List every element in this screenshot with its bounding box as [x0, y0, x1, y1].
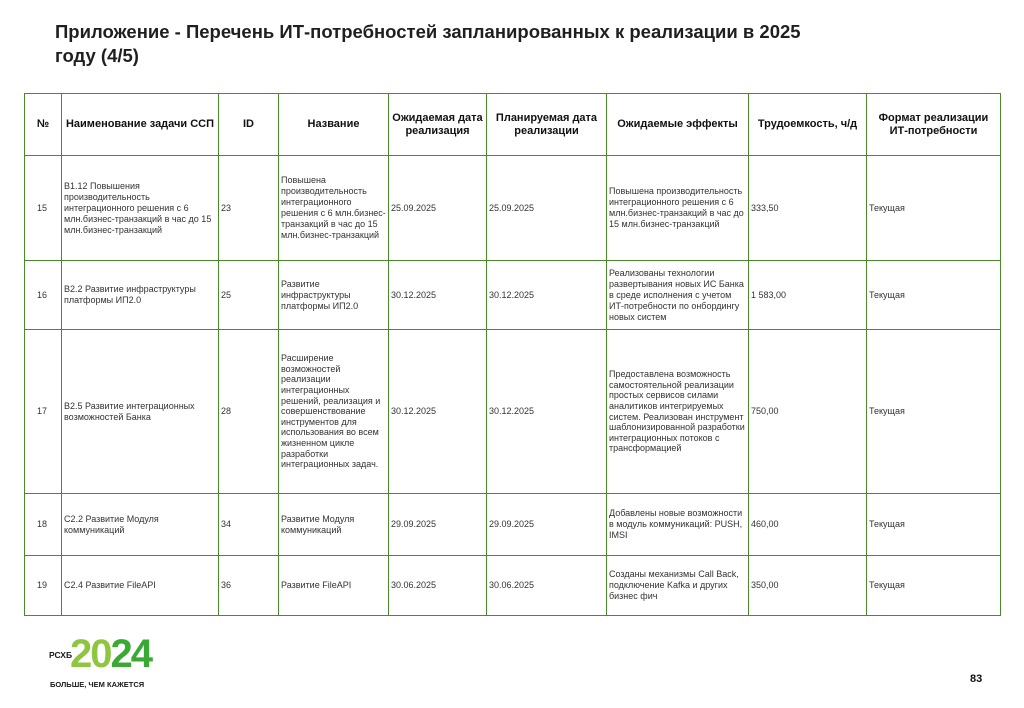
- cell-expected-date: 30.06.2025: [389, 556, 487, 616]
- logo-brand: РСХБ: [49, 650, 73, 660]
- cell-num: 16: [25, 261, 62, 330]
- cell-format: Текущая: [867, 156, 1001, 261]
- table-row: [25, 156, 1001, 261]
- cell-effort: 333,50: [749, 156, 867, 261]
- cell-name: Развитие Модуля коммуникаций: [279, 494, 389, 556]
- cell-planned-date: 30.12.2025: [487, 261, 607, 330]
- cell-task: С2.2 Развитие Модуля коммуникаций: [62, 494, 219, 556]
- cell-task: В1.12 Повышения производительность интеграционного решения с 6 млн.бизнес-транзакций в час до 15 млн.бизнес-транзакций: [62, 156, 219, 261]
- cell-name: Развитие FileAPI: [279, 556, 389, 616]
- cell-id: 25: [219, 261, 279, 330]
- cell-id: 36: [219, 556, 279, 616]
- cell-task: В2.2 Развитие инфраструктуры платформы ИП2.0: [62, 261, 219, 330]
- cell-format: Текущая: [867, 261, 1001, 330]
- logo-year-second: 24: [110, 632, 151, 676]
- table-row: [25, 330, 1001, 494]
- col-header-task: Наименование задачи ССП: [62, 94, 219, 156]
- table-row: [25, 494, 1001, 556]
- cell-expected-date: 30.12.2025: [389, 330, 487, 494]
- cell-effort: 1 583,00: [749, 261, 867, 330]
- cell-id: 34: [219, 494, 279, 556]
- cell-id: 23: [219, 156, 279, 261]
- cell-planned-date: 29.09.2025: [487, 494, 607, 556]
- cell-task: В2.5 Развитие интеграционных возможностей Банка: [62, 330, 219, 494]
- cell-effort: 750,00: [749, 330, 867, 494]
- col-header-expected-date: Ожидаемая дата реализация: [389, 94, 487, 156]
- cell-num: 19: [25, 556, 62, 616]
- it-needs-table: [24, 93, 1001, 616]
- cell-num: 15: [25, 156, 62, 261]
- cell-effects: Реализованы технологии развертывания новых ИС Банка в среде исполнения с учетом ИТ-потребности по онбордингу новых систем: [607, 261, 749, 330]
- cell-format: Текущая: [867, 494, 1001, 556]
- cell-format: Текущая: [867, 330, 1001, 494]
- rshb-2024-logo: [44, 632, 164, 694]
- logo-tagline: БОЛЬШЕ, ЧЕМ КАЖЕТСЯ: [50, 680, 145, 689]
- cell-effects: Созданы механизмы Call Back, подключение Kafka и других бизнес фич: [607, 556, 749, 616]
- cell-task: С2.4 Развитие FileAPI: [62, 556, 219, 616]
- col-header-effects: Ожидаемые эффекты: [607, 94, 749, 156]
- cell-name: Расширение возможностей реализации интеграционных решений, реализация и совершенствование инструментов для использования во всем жизненном цикле разработки интеграционных задач.: [279, 330, 389, 494]
- cell-effects: Предоставлена возможность самостоятельной реализации простых сервисов силами аналитиков интегрируемых систем. Реализован инструмент шаблонизированной разработки интеграционных потоков с трансформацией: [607, 330, 749, 494]
- cell-num: 18: [25, 494, 62, 556]
- table-row: [25, 261, 1001, 330]
- col-header-format: Формат реализации ИТ-потребности: [867, 94, 1001, 156]
- col-header-id: ID: [219, 94, 279, 156]
- cell-expected-date: 30.12.2025: [389, 261, 487, 330]
- table-row: [25, 556, 1001, 616]
- logo-year-first: 20: [70, 632, 111, 676]
- col-header-name: Название: [279, 94, 389, 156]
- cell-effort: 350,00: [749, 556, 867, 616]
- cell-expected-date: 29.09.2025: [389, 494, 487, 556]
- cell-effort: 460,00: [749, 494, 867, 556]
- cell-num: 17: [25, 330, 62, 494]
- table-header-row: [25, 94, 1001, 156]
- logo-year: [70, 634, 151, 674]
- cell-planned-date: 30.12.2025: [487, 330, 607, 494]
- cell-name: Развитие инфраструктуры платформы ИП2.0: [279, 261, 389, 330]
- cell-effects: Повышена производительность интеграционного решения с 6 млн.бизнес-транзакций в час до 15 млн.бизнес-транзакций: [607, 156, 749, 261]
- cell-format: Текущая: [867, 556, 1001, 616]
- col-header-planned-date: Планируемая дата реализации: [487, 94, 607, 156]
- col-header-effort: Трудоемкость, ч/д: [749, 94, 867, 156]
- cell-id: 28: [219, 330, 279, 494]
- col-header-num: №: [25, 94, 62, 156]
- it-needs-table-container: [24, 93, 1000, 616]
- page-number: 83: [970, 673, 983, 685]
- cell-planned-date: 25.09.2025: [487, 156, 607, 261]
- cell-effects: Добавлены новые возможности в модуль коммуникаций: PUSH, IMSI: [607, 494, 749, 556]
- page-title: Приложение - Перечень ИТ-потребностей запланированных к реализации в 2025 году (4/5): [55, 21, 801, 66]
- cell-planned-date: 30.06.2025: [487, 556, 607, 616]
- cell-expected-date: 25.09.2025: [389, 156, 487, 261]
- cell-name: Повышена производительность интеграционного решения с 6 млн.бизнес-транзакций в час до 15 млн.бизнес-транзакций: [279, 156, 389, 261]
